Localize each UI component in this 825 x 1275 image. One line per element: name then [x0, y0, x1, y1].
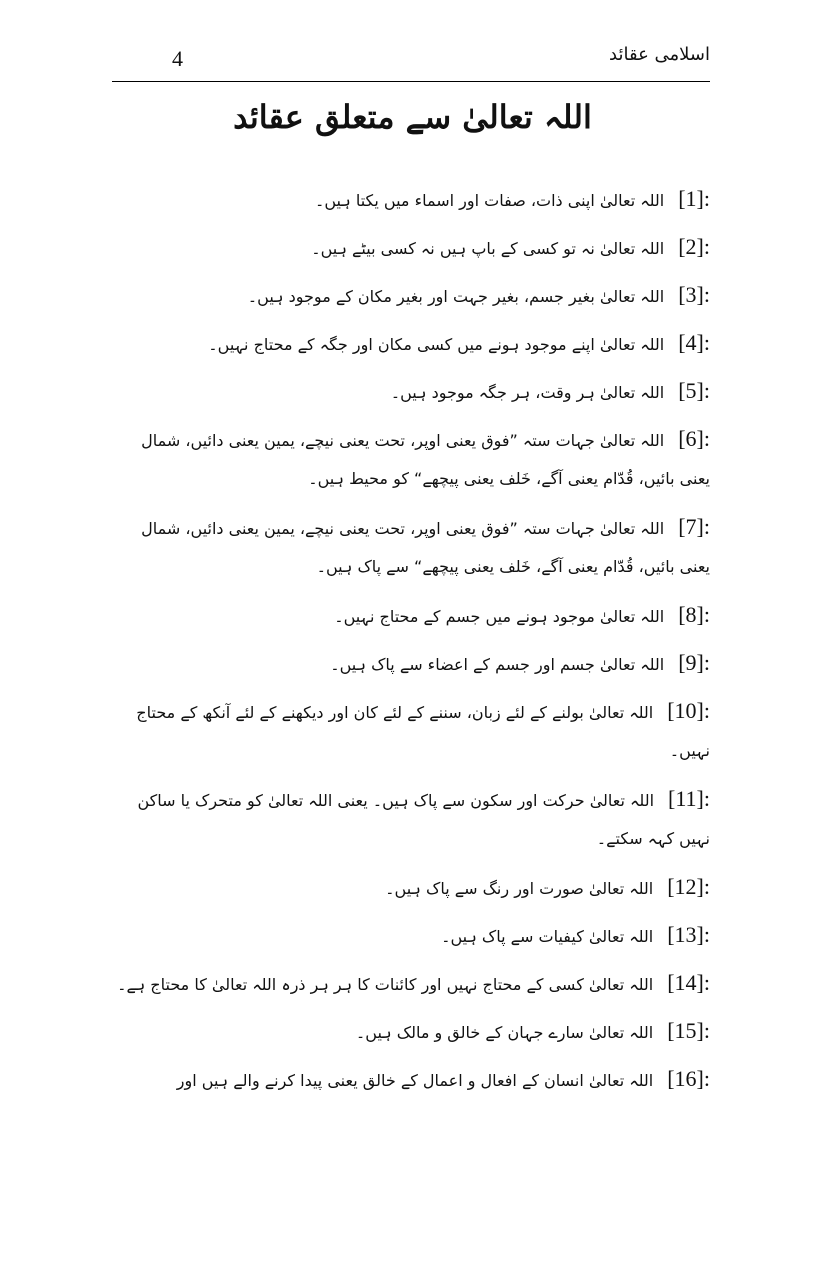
list-item [112, 180, 710, 228]
item-number: [1]: [678, 186, 710, 211]
list-item [112, 644, 710, 692]
item-text: اللہ تعالیٰ حرکت اور سکون سے پاک ہیں۔ یعنی اللہ تعالیٰ کو متحرک یا ساکن نہیں کہہ سکتے۔ [137, 791, 710, 848]
item-text: اللہ تعالیٰ اپنی ذات، صفات اور اسماء میں یکتا ہیں۔ [315, 191, 665, 210]
item-text: اللہ تعالیٰ سارے جہان کے خالق و مالک ہیں۔ [355, 1023, 654, 1042]
list-item [112, 692, 710, 780]
header-divider [112, 81, 710, 82]
item-number: [15]: [667, 1018, 710, 1043]
list-item [112, 324, 710, 372]
item-number: [12]: [667, 874, 710, 899]
item-text: اللہ تعالیٰ موجود ہونے میں جسم کے محتاج نہیں۔ [334, 607, 665, 626]
item-number: [9]: [678, 650, 710, 675]
item-number: [3]: [678, 282, 710, 307]
list-item [112, 508, 710, 596]
item-number: [10]: [667, 698, 710, 723]
item-text: اللہ تعالیٰ صورت اور رنگ سے پاک ہیں۔ [385, 879, 654, 898]
list-item [112, 420, 710, 508]
item-text: اللہ تعالیٰ اپنے موجود ہونے میں کسی مکان اور جگہ کے محتاج نہیں۔ [208, 335, 665, 354]
list-item [112, 276, 710, 324]
item-text: اللہ تعالیٰ بولنے کے لئے زبان، سننے کے لئے کان اور دیکھنے کے لئے آنکھ کے محتاج نہیں۔ [136, 703, 710, 760]
item-number: [4]: [678, 330, 710, 355]
item-text: اللہ تعالیٰ نہ تو کسی کے باپ ہیں نہ کسی بیٹے ہیں۔ [311, 239, 665, 258]
list-item [112, 228, 710, 276]
chapter-title: اللہ تعالیٰ سے متعلق عقائد [233, 98, 592, 136]
list-item [112, 372, 710, 420]
item-text: اللہ تعالیٰ انسان کے افعال و اعمال کے خالق یعنی پیدا کرنے والے ہیں اور [176, 1071, 654, 1090]
page-number: 4 [172, 46, 183, 71]
item-number: [13]: [667, 922, 710, 947]
running-header [112, 40, 710, 80]
list-item [112, 780, 710, 868]
item-text: اللہ تعالیٰ کیفیات سے پاک ہیں۔ [441, 927, 654, 946]
list-item [112, 868, 710, 916]
list-item [112, 1060, 710, 1108]
item-number: [16]: [667, 1066, 710, 1091]
item-number: [7]: [678, 514, 710, 539]
list-item [112, 596, 710, 644]
list-item [112, 916, 710, 964]
item-text: اللہ تعالیٰ جہات ستہ ”فوق یعنی اوپر، تحت یعنی نیچے، یمین یعنی دائیں، شمال یعنی بائیں، قُدّام یعنی آگے، خَلف یعنی پیچھے“ کو محیط ہیں۔ [141, 431, 710, 488]
item-number: [5]: [678, 378, 710, 403]
item-number: [6]: [678, 426, 710, 451]
item-text: اللہ تعالیٰ بغیر جسم، بغیر جہت اور بغیر مکان کے موجود ہیں۔ [247, 287, 665, 306]
item-text: اللہ تعالیٰ جہات ستہ ”فوق یعنی اوپر، تحت یعنی نیچے، یمین یعنی دائیں، شمال یعنی بائیں، قُدّام یعنی آگے، خَلف یعنی پیچھے“ سے پاک ہیں۔ [141, 519, 710, 576]
list-item [112, 964, 710, 1012]
item-number: [2]: [678, 234, 710, 259]
book-title: اسلامی عقائد [609, 44, 710, 65]
item-number: [14]: [667, 970, 710, 995]
item-text: اللہ تعالیٰ جسم اور جسم کے اعضاء سے پاک ہیں۔ [330, 655, 665, 674]
list-item [112, 1012, 710, 1060]
creed-list [112, 180, 710, 1108]
item-number: [8]: [678, 602, 710, 627]
item-text: اللہ تعالیٰ کسی کے محتاج نہیں اور کائنات کا ہر ہر ذرہ اللہ تعالیٰ کا محتاج ہے۔ [117, 975, 654, 994]
item-text: اللہ تعالیٰ ہر وقت، ہر جگہ موجود ہیں۔ [390, 383, 665, 402]
item-number: [11]: [668, 786, 710, 811]
